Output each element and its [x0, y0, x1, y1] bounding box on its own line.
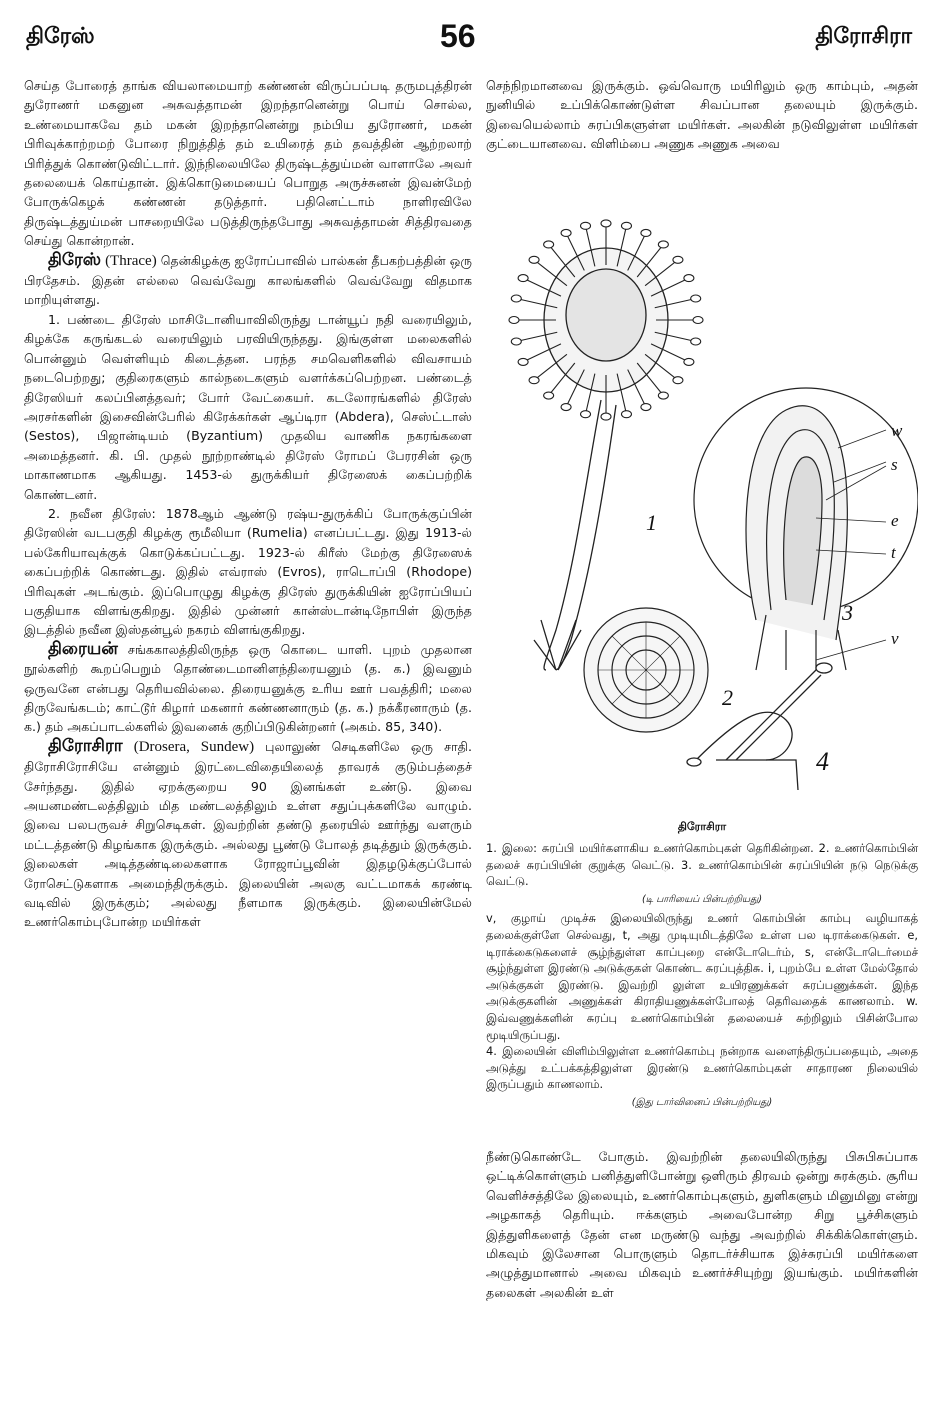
- tentacle-gland: [509, 317, 519, 324]
- tentacle-gland: [673, 377, 683, 384]
- thiraiyan-headword: திரையன்: [48, 638, 118, 659]
- tentacle-gland: [511, 295, 521, 302]
- caption-credit-2: (இது டார்வினைப் பின்பற்றியது): [631, 1096, 773, 1108]
- tentacle-gland: [691, 338, 701, 345]
- label-v: v: [891, 629, 899, 648]
- label-w: w: [891, 421, 903, 440]
- tentacle-gland: [561, 404, 571, 411]
- tentacle-gland: [658, 241, 668, 248]
- tentacle-gland: [601, 220, 611, 227]
- label-3: 3: [842, 600, 853, 625]
- tentacle-gland: [518, 358, 528, 365]
- thrace-intro: தென்கிழக்கு ஐரோப்பாவில் பால்கன் தீபகற்பத்தின் ஒரு பிரதேசம். இதன் எல்லை வெவ்வேறு காலங்களில் வெவ்வேறு விதமாக மாறியுள்ளது.: [24, 252, 472, 308]
- drosera-entry: [24, 737, 472, 932]
- label-t: t: [891, 543, 896, 562]
- drosera-illustration: [486, 200, 918, 810]
- tentacle-gland: [518, 275, 528, 282]
- tentacle-gland: [658, 392, 668, 399]
- label-s: s: [891, 455, 898, 474]
- tentacle-gland: [684, 275, 694, 282]
- tentacle-gland: [544, 392, 554, 399]
- tentacle-gland: [581, 411, 591, 418]
- right-bottom-paragraph: நீண்டுகொண்டே போகும். இவற்றின் தலையிலிருந்து பிசுபிசுப்பாக ஒட்டிக்கொள்ளும் பனித்துளிபோன்று ஒளிரும் திரவம் ஒன்று சுரக்கும். சூரிய வெளிச்சத்திலே இலையும், உணர்கொம்புகளும், துளிகளும் மினுமினு என்று அழகாகத் தெரியும். ஈக்களும் அவைபோன்ற சிறு பூச்சிகளும் இத்துளிகளைத் தேன் என மருண்டு வந்து அவற்றில் சிக்கிக்கொள்ளும். மிகவும் இலேசான பொருளும் தொடர்ச்சியாக இச்சுரப்பி மயிர்களை அழுத்துமானால் அவை மிகவும் உணர்ச்சியுற்று இயங்கும். மயிர்களின் தலைகள் அலகின் உள்: [486, 1149, 918, 1300]
- tentacle-gland: [581, 222, 591, 229]
- tentacle-gland: [621, 222, 631, 229]
- thiraiyan-entry: [24, 640, 472, 737]
- tentacle-gland: [561, 229, 571, 236]
- thrace-latin: (Thrace): [105, 252, 157, 269]
- caption-credit-1: (டி பாரியைப் பின்பற்றியது): [641, 893, 763, 905]
- drosera-drawing: [486, 200, 918, 810]
- page-header: [0, 18, 940, 68]
- tentacle-gland: [684, 358, 694, 365]
- caption-line-1: 1. இலை: சுரப்பி மயிர்களாகிய உணர்கொம்புகள் தெரிகின்றன. 2. உணர்கொம்பின் தலைச் சுரப்பியின் குறுக்கு வெட்டு. 3. உணர்கொம்பின் சுரப்பியின் நடு நெடுக்கு வெட்டு.: [486, 841, 918, 889]
- tentacle-gland: [641, 404, 651, 411]
- page-number: 56: [440, 18, 476, 54]
- tentacle-gland: [544, 241, 554, 248]
- thrace-paragraph-1: 1. பண்டை திரேஸ் மாசிடோனியாவிலிருந்து டான்யூப் நதி வரையிலும், கிழக்கே கருங்கடல் வரையிலும் பரவியிருந்தது. இங்குள்ள மலைகளில் பொன்னும் வெள்ளியும் கிடைத்தன. பரந்த சமவெளிகளில் விவசாயம் நடைபெற்றது; குதிரைகளும் கால்நடைகளும் வளர்க்கப்பெற்றன. பண்டைத் திரேஸியர் கலப்பினத்தவர்; போர் வேட்கையர். கடலோரங்களில் திரேஸ் அரசர்களின் இசைவின்பேரில் கிரேக்கர்கள் ஆப்டிரா (Abdera), செஸ்ட்டாஸ் (Sestos), பிஜான்டியம் (Byzantium) முதலிய வாணிக நகரங்களை அமைத்தனர். கி. பி. முதல் நூற்றாண்டில் திரேஸ் ரோமப் பேரரசின் ஒரு மாகாணமாக ஆகியது. 1453-ல் துருக்கியர் திரேஸைக் கைப்பற்றிக் கொண்டனர்.: [24, 311, 472, 502]
- figure-caption: [486, 840, 918, 1114]
- right-top-paragraph: செந்நிறமானவை இருக்கும். ஒவ்வொரு மயிரிலும் ஒரு காம்பும், அதன் நுனியில் உப்பிக்கொண்டுள்ள சிவப்பான தலையும் இருக்கும். இவையெல்லாம் சுரப்பிகளுள்ள மயிர்கள். அலகின் நடுவிலுள்ள மயிர்கள் குட்டையானவை. விளிம்பை அணுக அணுக அவை: [486, 78, 918, 152]
- right-column-bottom: [486, 1147, 918, 1417]
- tentacle-gland: [641, 229, 651, 236]
- caption-line-2: v, குழாய் முடிச்சு இலையிலிருந்து உணர் கொம்பின் காம்பு வழியாகத் தலைக்குள்ளே செல்வது, t, அது முடியுமிடத்திலே உள்ள பல டிராக்கைடுகள். e, டிராக்கைடுகளைச் சூழ்ந்துள்ள காப்புறை என்டோடெர்ம், s, என்டோடெர்மைச் சூழ்ந்துள்ள இரண்டு அடுக்குகள் கொண்ட சுரப்புத்திசு. i, புறம்பே உள்ள மேல்தோல் அடுக்குகள் இரண்டு. இவற்றி லுள்ள உயிரணுக்கள் சுரப்பணுக்கள். இந்த அடுக்குகளின் அணுக்கள் கிராதியணுக்கள்போலத் தெரிவதைக் காணலாம். w. இவ்வணுக்களின் சுரப்பு உணர்கொம்பின் தலையைச் சுற்றிலும் பிசின்போல மூடியிருப்பது.: [486, 911, 918, 1042]
- left-column: [24, 76, 472, 1411]
- running-head-left: திரேஸ்: [26, 24, 95, 49]
- thrace-entry: [24, 251, 472, 310]
- thiraiyan-text: சங்ககாலத்திலிருந்த ஒரு கொடை யாளி. புறம் முதலான நூல்களிற் கூறப்பெறும் தொண்டைமானிளந்திரையனும் (த. க.) இவனும் ஒருவனே என்பது தெரியவில்லை. திரையனுக்கு உரிய ஊர் பவத்திரி; மலை திருவேங்கடம்; காட்டூர் கிழார் மகனார் கண்ணனாரும் (த. க.) நக்கீரனாரும் (த. க.) தம் அகப்பாடல்களில் இவனைக் குறிப்பிடுகின்றனர் (அகம். 85, 340).: [24, 641, 472, 735]
- drosera-latin: (Drosera, Sundew): [133, 738, 255, 755]
- drosera-headword: திரோசிரா: [48, 735, 123, 756]
- caption-line-3: 4. இலையின் விளிம்பிலுள்ள உணர்கொம்பு நன்றாக வளைந்திருப்பதையும், அதை அடுத்து உட்பக்கத்திலுள்ள இரண்டு உணர்கொம்புகள் சாதாரண நிலையில் இருப்பதும் காணலாம்.: [486, 1044, 918, 1092]
- label-2: 2: [722, 685, 733, 710]
- right-column-top: [486, 76, 918, 186]
- tentacle-gland: [601, 413, 611, 420]
- label-4: 4: [816, 747, 829, 776]
- label-1: 1: [646, 510, 657, 535]
- tentacle-gland: [693, 317, 703, 324]
- drosera-text: புலாலுண் செடிகளிலே ஒரு சாதி. திரோசிரோசியே என்னும் இரட்டைவிதையிலைத் தாவரக் குடும்பத்தைச் சேர்ந்தது. இதில் ஏறக்குறைய 90 இனங்கள் உண்டு. இவை அயனமண்டலத்திலும் மித மண்டலத்திலும் உள்ள சதுப்புக்களிலே வாழும். இவை பலபருவச் சிறுசெடிகள். இவற்றின் தண்டு தரையில் ஊர்ந்து வளரும் மட்டத்தண்டு கிழங்காக இருக்கும். அல்லது பூண்டு போலத் தடித்தும் இருக்கும். இலைகள் அடித்தண்டிலைகளாக ரோஜாப்பூவின் இதழடுக்குப்போல் ரோசெட்டுகளாக அமைந்திருக்கும். இலையின் அலகு வட்டமாகக் கரண்டி வடிவில் இருக்கும்; அல்லது நீளமாக இருக்கும். இலையின்மேல் உணர்கொம்புபோன்ற மயிர்கள்: [24, 738, 472, 930]
- tentacle-gland: [621, 411, 631, 418]
- tentacle-gland: [691, 295, 701, 302]
- running-head-right: திரோசிரா: [815, 24, 912, 49]
- thrace-headword: திரேஸ்: [48, 249, 102, 270]
- label-e: e: [891, 511, 899, 530]
- tentacle-gland: [511, 338, 521, 345]
- tentacle-gland: [673, 256, 683, 263]
- figure-caption-title: திரோசிரா: [677, 820, 727, 833]
- intro-paragraph: செய்த போரைத் தாங்க வியலாமையாற் கண்ணன் விருப்பப்படி தருமபுத்திரன் துரோணர் மகனுன அசுவத்தாமன் இறந்தானென்று பொய் சொல்ல, உண்மையாகவே தம் மகன் இறந்தானென்று நம்பிய துரோணர், மகன் பிரிவுக்காற்றமற் போரை நிறுத்தித் தம் உயிரைத் தம் தவத்தின் ஆற்றலாற் பிரித்துக் கொண்டுவிட்டார். இந்நிலையிலே திருஷ்டத்துய்மன் வாளாலே அவர் தலையைக் கொய்தான். இக்கொடுமையைப் பொறுத அருச்சுனன் இவன்மேற் போருக்கெழக் கண்ணன் தடுத்தார். பதினெட்டாம் நாளிரவிலே திருஷ்டத்துய்மன் பாசறையிலே படுத்திருந்தபோது அசுவத்தாமன் சித்திரவதை செய்து கொன்றான்.: [24, 78, 472, 249]
- tentacle-gland: [529, 256, 539, 263]
- thrace-paragraph-2: 2. நவீன திரேஸ்: 1878ஆம் ஆண்டு ரஷ்ய-துருக்கிப் போருக்குப்பின் திரேஸின் வடபகுதி கிழக்கு ரூமீலியா (Rumelia) எனப்பட்டது. இது 1913-ல் பல்கேரியாவுக்குக் கொடுக்கப்பட்டது. 1923-ல் கிரீஸ் மேற்கு திரேஸைக் கைப்பற்றிக் கொண்டது. இதில் எவ்ராஸ் (Evros), ராடொப்பி (Rhodope) பிரிவுகள் அடங்கும். இப்பொழுது கிழக்கு திரேஸ் துருக்கியின் ஐரோப்பியப் பகுதியாக விளங்குகிறது. இதில் முன்னர் கான்ஸ்டான்டிநோபிள் இருந்த இடத்தில் நவீன இஸ்தன்பூல் நகரம் விளங்குகிறது.: [24, 505, 472, 638]
- tentacle-gland: [529, 377, 539, 384]
